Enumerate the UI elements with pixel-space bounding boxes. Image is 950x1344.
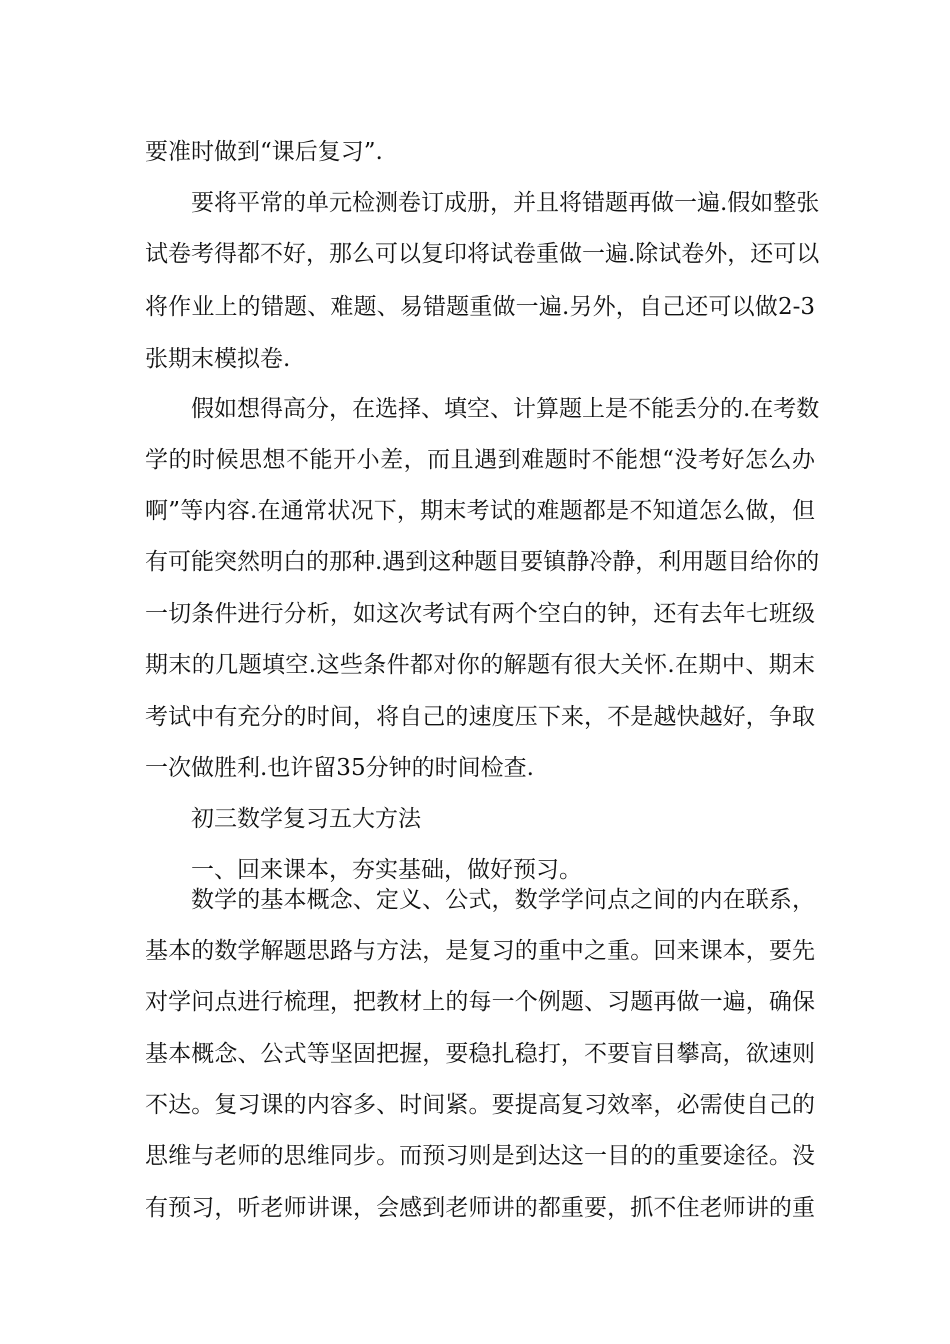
text-line: 一切条件进行分析，如这次考试有两个空白的钟，还有去年七班级 bbox=[145, 601, 815, 627]
text-line: 期末的几题填空.这些条件都对你的解题有很大关怀.在期中、期末 bbox=[145, 652, 815, 678]
text-line: 张期末模拟卷. bbox=[145, 346, 291, 372]
text-line: 考试中有充分的时间，将自己的速度压下来，不是越快越好，争取 bbox=[145, 704, 815, 730]
text-line: 数学的基本概念、定义、公式，数学学问点之间的内在联系， bbox=[191, 887, 815, 913]
text-line: 啊”等内容.在通常状况下，期末考试的难题都是不知道怎么做，但 bbox=[145, 498, 815, 524]
text-line: 基本的数学解题思路与方法，是复习的重中之重。回来课本，要先 bbox=[145, 938, 815, 964]
text-line: 有预习，听老师讲课，会感到老师讲的都重要，抓不住老师讲的重 bbox=[145, 1195, 815, 1221]
text-line: 对学问点进行梳理，把教材上的每一个例题、习题再做一遍，确保 bbox=[145, 989, 815, 1015]
subsection-heading: 一、回来课本，夯实基础，做好预习。 bbox=[191, 857, 582, 883]
text-line: 思维与老师的思维同步。而预习则是到达这一目的的重要途径。没 bbox=[145, 1143, 815, 1169]
text-line: 将作业上的错题、难题、易错题重做一遍.另外，自己还可以做2-3 bbox=[145, 294, 815, 320]
text-line: 一次做胜利.也许留35分钟的时间检查. bbox=[145, 755, 534, 781]
text-line: 假如想得高分，在选择、填空、计算题上是不能丢分的.在考数 bbox=[191, 396, 820, 422]
text-line: 要将平常的单元检测卷订成册，并且将错题再做一遍.假如整张 bbox=[191, 190, 820, 216]
text-line: 不达。复习课的内容多、时间紧。要提高复习效率，必需使自己的 bbox=[145, 1092, 815, 1118]
text-line: 有可能突然明白的那种.遇到这种题目要镇静冷静，利用题目给你的 bbox=[145, 549, 820, 575]
text-line: 学的时候思想不能开小差，而且遇到难题时不能想“没考好怎么办 bbox=[145, 447, 815, 473]
text-line: 试卷考得都不好，那么可以复印将试卷重做一遍.除试卷外，还可以 bbox=[145, 241, 820, 267]
text-line: 要准时做到“课后复习”. bbox=[145, 139, 383, 165]
section-heading: 初三数学复习五大方法 bbox=[191, 806, 421, 832]
text-line: 基本概念、公式等坚固把握，要稳扎稳打，不要盲目攀高，欲速则 bbox=[145, 1041, 815, 1067]
